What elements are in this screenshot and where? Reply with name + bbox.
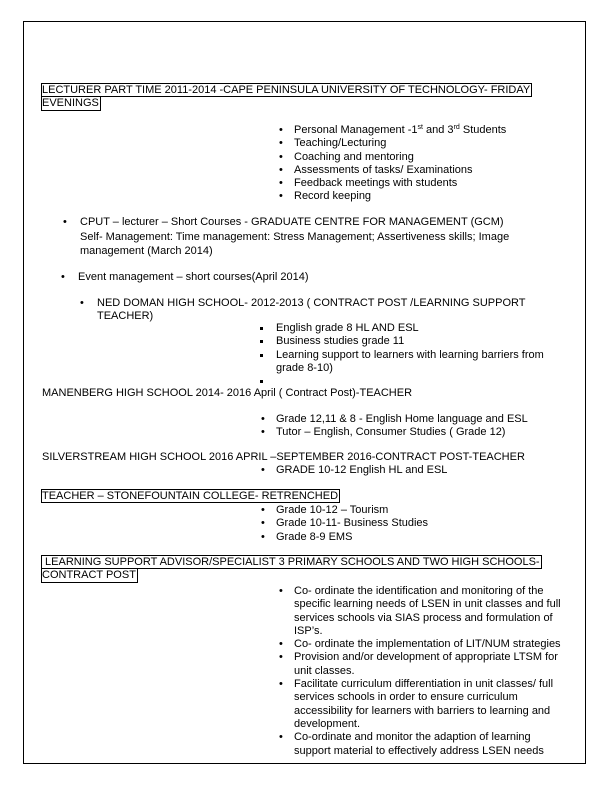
learning-support-list: [279, 585, 584, 758]
ned-doman-list: [276, 322, 544, 388]
item-text: Feedback meetings with students: [294, 177, 458, 190]
item-text: accessibility for learners with barriers to learning and: [294, 704, 551, 717]
silverstream-list: [261, 464, 448, 477]
stonefountain-list: [261, 504, 429, 544]
item-text: Co- ordinate the identification and monitoring of the: [294, 585, 544, 597]
heading-line: LECTURER PART TIME 2011-2014 -CAPE PENINSULA UNIVERSITY OF TECHNOLOGY- FRIDAY: [42, 84, 531, 96]
item-text: Grade 8-9 EMS: [276, 530, 353, 543]
list-item: [261, 464, 448, 477]
list-item: [276, 349, 544, 376]
item-text: Co-ordinate and monitor the adaption of learning: [294, 731, 531, 744]
round-bullet-icon: •: [279, 163, 283, 176]
item-text: CPUT – lecturer – Short Courses - GRADUATE CENTRE FOR MANAGEMENT (GCM): [80, 216, 504, 228]
event-management: [61, 271, 309, 284]
item-text: GRADE 10-12 English HL and ESL: [276, 464, 448, 476]
list-item: [279, 585, 584, 638]
section-heading-stonefountain: [41, 489, 340, 503]
item-text: ISP’s.: [294, 624, 323, 637]
round-bullet-icon: •: [279, 124, 283, 136]
item-text: and 3: [422, 124, 454, 136]
round-bullet-icon: •: [261, 530, 265, 543]
list-item: [279, 177, 506, 190]
square-bullet-icon: [260, 354, 263, 357]
heading-line: CONTRACT POST: [42, 569, 136, 582]
round-bullet-icon: •: [261, 464, 265, 476]
round-bullet-icon: •: [279, 177, 283, 190]
square-bullet-icon: [260, 380, 263, 383]
list-item: [279, 731, 584, 758]
item-text: Business studies grade 11: [276, 335, 405, 348]
manenberg-list: [261, 413, 528, 440]
list-item: [279, 190, 506, 203]
section-heading-cput-lecturer: [41, 83, 532, 111]
item-text: services schools in order to ensure curriculum: [294, 691, 518, 704]
item-text: Assessments of tasks/ Examinations: [294, 163, 473, 176]
round-bullet-icon: •: [279, 137, 283, 150]
round-bullet-icon: •: [61, 271, 65, 283]
list-item: [63, 215, 510, 259]
item-text: TEACHER): [97, 310, 154, 322]
item-text: Students: [459, 124, 507, 136]
round-bullet-icon: •: [279, 651, 283, 664]
item-text: Grade 10-11- Business Studies: [276, 517, 429, 530]
item-text: specific learning needs of LSEN in unit classes and full: [294, 598, 561, 611]
item-text: Record keeping: [294, 190, 372, 203]
heading-line: EVENINGS: [42, 97, 99, 110]
list-item: [279, 638, 584, 651]
round-bullet-icon: •: [261, 413, 265, 425]
item-text: English grade 8 HL AND ESL: [276, 322, 419, 334]
section-heading-learning-support: [41, 555, 542, 583]
round-bullet-icon: •: [279, 731, 283, 744]
section-heading-silverstream: SILVERSTREAM HIGH SCHOOL 2016 APRIL –SEPTEMBER 2016-CONTRACT POST-TEACHER: [42, 451, 525, 463]
item-text: Teaching/Lecturing: [294, 137, 387, 150]
item-text: Event management – short courses(April 2014): [78, 271, 309, 283]
heading-line: TEACHER – STONEFOUNTAIN COLLEGE- RETRENCHED: [42, 490, 339, 502]
item-text: NED DOMAN HIGH SCHOOL- 2012-2013 ( CONTRACT POST /LEARNING SUPPORT: [97, 297, 526, 309]
list-item: [261, 530, 428, 544]
cput-duties-list: [279, 124, 507, 204]
round-bullet-icon: •: [80, 297, 84, 309]
heading-line: LEARNING SUPPORT ADVISOR/SPECIALIST 3 PRIMARY SCHOOLS AND TWO HIGH SCHOOLS-: [42, 556, 540, 568]
item-text: Self- Management: Time management: Stress Management; Assertiveness skills; Image: [80, 230, 510, 243]
item-text: Tutor – English, Consumer Studies ( Grade 12): [276, 426, 506, 439]
item-text: support material to effectively address LSEN needs: [294, 744, 544, 757]
round-bullet-icon: •: [279, 638, 283, 651]
round-bullet-icon: •: [279, 678, 283, 691]
item-text: Grade 12,11 & 8 - English Home language and ESL: [276, 413, 528, 425]
item-text: Co- ordinate the implementation of LIT/NUM strategies: [294, 638, 561, 651]
item-text: management (March 2014): [80, 245, 213, 257]
round-bullet-icon: •: [279, 190, 283, 203]
item-text: Grade 10-12 – Tourism: [276, 504, 389, 516]
item-text: Provision and/or development of appropriate LTSM for: [294, 651, 558, 664]
list-item: [279, 124, 507, 137]
round-bullet-icon: •: [261, 504, 265, 516]
item-text: services schools via SIAS process and formulation of: [294, 611, 553, 624]
round-bullet-icon: •: [279, 150, 283, 163]
list-item: [261, 413, 528, 426]
square-bullet-icon: [260, 327, 263, 330]
item-text: Facilitate curriculum differentiation in unit classes/ full: [294, 678, 554, 691]
list-item: [261, 517, 429, 530]
item-text: Personal Management -1: [294, 124, 418, 136]
item-text: Learning support to learners with learning barriers from: [276, 348, 544, 361]
square-bullet-icon: [260, 340, 263, 343]
list-item: [61, 271, 309, 284]
superscript: st: [417, 124, 423, 131]
list-item: [279, 651, 584, 678]
list-item: [276, 322, 544, 335]
round-bullet-icon: •: [261, 426, 265, 439]
round-bullet-icon: •: [63, 216, 67, 228]
item-text: development.: [294, 717, 361, 730]
item-text: Coaching and mentoring: [294, 150, 414, 163]
list-item: [279, 163, 506, 177]
ned-doman-heading: [80, 297, 526, 323]
cput-short-courses: [63, 215, 510, 259]
round-bullet-icon: •: [279, 585, 283, 597]
list-item: [279, 137, 506, 150]
section-heading-manenberg: MANENBERG HIGH SCHOOL 2014- 2016 April ( Contract Post)-TEACHER: [42, 387, 413, 399]
list-item: [276, 335, 544, 348]
list-item: [80, 297, 526, 323]
list-item: [261, 426, 528, 439]
round-bullet-icon: •: [261, 517, 265, 530]
item-text: unit classes.: [294, 664, 355, 677]
list-item: [279, 678, 584, 731]
item-text: grade 8-10): [276, 361, 333, 374]
list-item: [261, 504, 428, 517]
list-item: [279, 150, 506, 164]
superscript: rd: [453, 124, 460, 131]
